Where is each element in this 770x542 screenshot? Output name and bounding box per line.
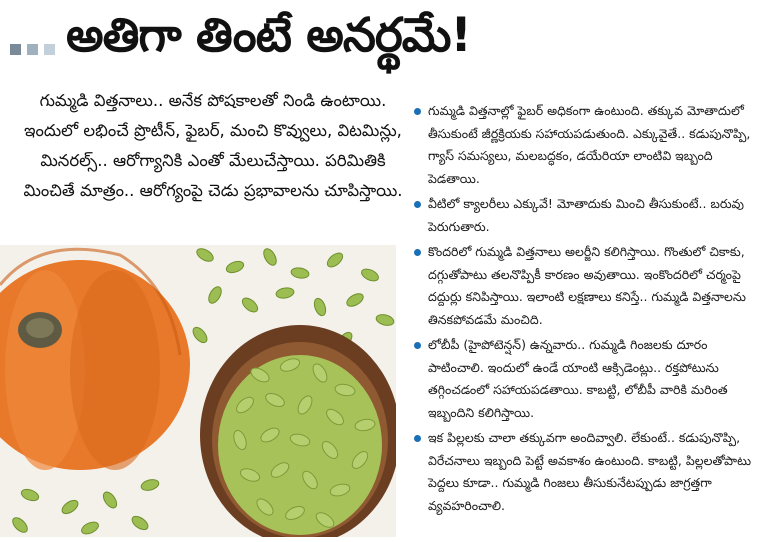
list-item: కొందరిలో గుమ్మడి విత్తనాలు అలర్జీని కలిగిస్తాయి. గొంతులో చికాకు, దగ్గుతోపాటు తలనొప్పికీ కారణం అవుతాయి. ఇంకొందరిలో చర్మంపై దద్దుర్లు కనిపిస్తాయి. ఇలాంటి లక్షణాలు కనిస్తే.. గుమ్మడి విత్తనాలను తినకపోవడమే మంచిది. [414,241,762,331]
intro-paragraph: గుమ్మడి విత్తనాలు.. అనేక పోషకాలతో నిండి ఉంటాయి. ఇందులో లభించే ప్రొటీన్, ఫైబర్, మంచి కొవ్వులు, విటమిన్లు, మినరల్స్.. ఆరోగ్యానికి ఎంతో మేలుచేస్తాయి. పరిమితికి మించితే మాత్రం.. ఆరోగ్యంపై చెడు ప్రభావాలను చూపిస్తాయి. [23,91,403,200]
headline-row [0,0,770,80]
list-item: లోబీపీ (హైపోటెన్షన్) ఉన్నవారు.. గుమ్మడి గింజలకు దూరం పాటించాలి. ఇందులో ఉండే యాంటి ఆక్సిడెంట్లు.. రక్తపోటును తగ్గించడంలో సహాయపడతాయి. కాబట్టి, లోబీపీ వారికి మరింత ఇబ్బందిని కలిగిస్తాయి. [414,334,762,424]
decor-square [10,44,21,55]
bullet-dot-icon [414,249,421,256]
list-item: వీటిలో క్యాలరీలు ఎక్కువే! మోతాదుకు మించి తీసుకుంటే.. బరువు పెరుగుతారు. [414,193,762,238]
page-title: అతిగా తింటే అనర్థమే! [66,8,471,63]
bullet-list [414,100,762,520]
decor-square [44,44,55,55]
bullet-dot-icon [414,201,421,208]
bullet-dot-icon [414,435,421,442]
list-item: ఇక పిల్లలకు చాలా తక్కువగా అందివ్వాలి. లేకుంటే.. కడుపునొప్పి, విరేచనాలు ఇబ్బంది పెట్టే అవకాశం ఉంటుంది. కాబట్టి, పిల్లలతోపాటు పెద్దలు కూడా.. గుమ్మడి గింజలు తీసుకునేటప్పుడు జాగ్రత్తగా వ్యవహరించాలి. [414,427,762,517]
bullet-dot-icon [414,108,421,115]
list-item: గుమ్మడి విత్తనాల్లో ఫైబర్ అధికంగా ఉంటుంది. తక్కువ మోతాదులో తీసుకుంటే జీర్ణక్రియకు సహాయపడుతుంది. ఎక్కువైతే.. కడుపునొప్పి, గ్యాస్ సమస్యలు, మలబద్ధకం, డయేరియా లాంటివి ఇబ్బంది పెడతాయి. [414,100,762,190]
bullet-dot-icon [414,342,421,349]
decor-square [27,44,38,55]
pumpkin-seeds-photo [0,245,396,537]
